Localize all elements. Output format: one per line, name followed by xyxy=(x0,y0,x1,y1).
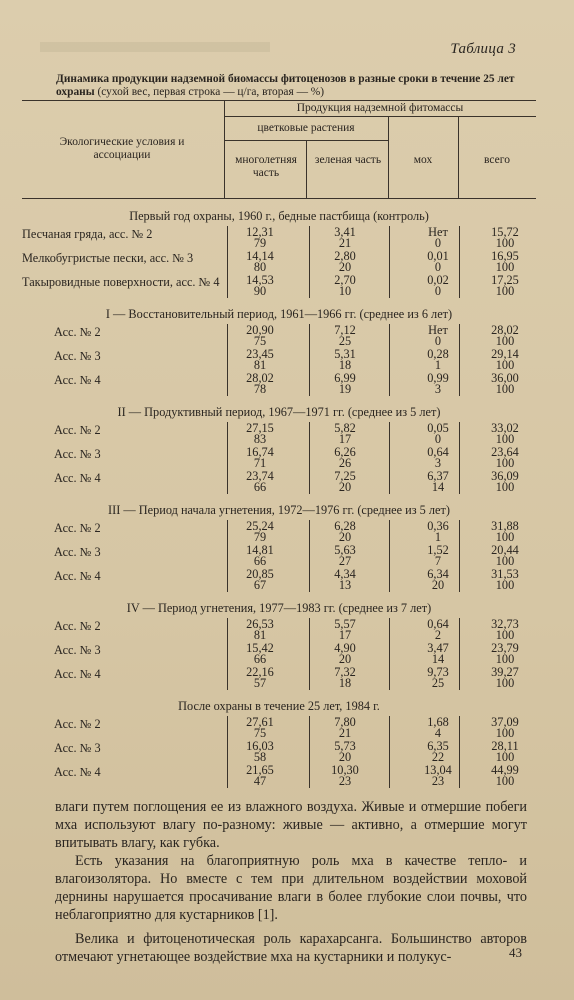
percent-cell: 0 xyxy=(434,432,442,446)
percent-cell: 10 xyxy=(338,284,352,298)
column-rule xyxy=(309,520,310,592)
value-cell: 23,74 xyxy=(246,469,274,483)
value-cell: 14,81 xyxy=(246,543,274,557)
column-rule xyxy=(227,324,228,396)
caption-title: Динамика продукции надземной биомассы фитоценозов в разные сроки в течение 25 лет охраны xyxy=(56,73,515,98)
section-title: II — Продуктивный период, 1967—1971 гг. (среднее из 5 лет) xyxy=(117,405,441,419)
percent-cell: 17 xyxy=(338,432,352,446)
header-top-rule xyxy=(22,100,536,101)
caption-note: (сухой вес, первая строка — ц/га, вторая — %) xyxy=(97,86,325,98)
column-rule xyxy=(459,226,460,298)
value-cell: 20,85 xyxy=(246,567,274,581)
percent-cell: 100 xyxy=(495,530,515,544)
header-perennial: многолетняя часть xyxy=(235,154,297,179)
percent-cell: 7 xyxy=(434,554,442,568)
percent-cell: 75 xyxy=(253,726,267,740)
percent-cell: 100 xyxy=(495,676,515,690)
percent-cell: 0 xyxy=(434,236,442,250)
percent-cell: 83 xyxy=(253,432,267,446)
value-cell: 23,45 xyxy=(246,347,274,361)
page-smudge xyxy=(40,42,270,52)
value-cell: 0,64 xyxy=(427,617,449,631)
value-cell: 10,30 xyxy=(331,763,359,777)
percent-cell: 20 xyxy=(338,652,352,666)
value-cell: 14,14 xyxy=(246,249,274,263)
percent-cell: 21 xyxy=(338,236,352,250)
value-cell: 0,64 xyxy=(427,445,449,459)
row-label: Асс. № 3 xyxy=(54,545,101,559)
value-cell: 27,15 xyxy=(246,421,274,435)
percent-cell: 18 xyxy=(338,358,352,372)
percent-cell: 25 xyxy=(338,334,352,348)
column-rule xyxy=(309,226,310,298)
table-section xyxy=(22,206,536,298)
percent-cell: 3 xyxy=(434,456,442,470)
value-cell: 9,73 xyxy=(427,665,449,679)
percent-cell: 100 xyxy=(495,382,515,396)
percent-cell: 18 xyxy=(338,676,352,690)
percent-cell: 100 xyxy=(495,480,515,494)
percent-cell: 100 xyxy=(495,578,515,592)
column-rule xyxy=(227,716,228,788)
percent-cell: 100 xyxy=(495,726,515,740)
body-text xyxy=(55,798,527,966)
header-production: Продукция надземной фитомассы xyxy=(296,102,464,114)
table-section xyxy=(22,304,536,396)
table-section xyxy=(22,402,536,494)
value-cell: 0,02 xyxy=(427,273,449,287)
value-cell: 14,53 xyxy=(246,273,274,287)
value-cell: 39,27 xyxy=(491,665,519,679)
section-title: IV — Период угнетения, 1977—1983 гг. (среднее из 7 лет) xyxy=(126,601,432,615)
percent-cell: 75 xyxy=(253,334,267,348)
row-label: Асс. № 2 xyxy=(54,619,101,633)
paragraph: Велика и фитоценотическая роль карахарсанга. Большинство авторов отмечают угнетающее воздействие мха на кустарники и полукус- xyxy=(55,931,527,965)
column-rule xyxy=(309,716,310,788)
column-rule xyxy=(309,324,310,396)
value-cell: 6,26 xyxy=(334,445,356,459)
percent-cell: 19 xyxy=(338,382,352,396)
header-moss: мох xyxy=(413,154,433,166)
column-rule xyxy=(389,422,390,494)
section-title: III — Период начала угнетения, 1972—1976 гг. (среднее из 5 лет) xyxy=(108,503,450,517)
value-cell: 36,09 xyxy=(491,469,519,483)
percent-cell: 20 xyxy=(338,530,352,544)
value-cell: 5,63 xyxy=(334,543,356,557)
percent-cell: 27 xyxy=(338,554,352,568)
row-label: Асс. № 3 xyxy=(54,741,101,755)
value-cell: Нет xyxy=(428,323,448,337)
value-cell: 6,35 xyxy=(427,739,449,753)
value-cell: 12,31 xyxy=(246,225,274,239)
value-cell: 16,95 xyxy=(491,249,519,263)
percent-cell: 57 xyxy=(253,676,267,690)
section-title: После охраны в течение 25 лет, 1984 г. xyxy=(178,699,380,713)
percent-cell: 4 xyxy=(434,726,442,740)
value-cell: 44,99 xyxy=(491,763,519,777)
value-cell: 6,34 xyxy=(427,567,449,581)
table-section xyxy=(22,598,536,690)
percent-cell: 71 xyxy=(253,456,267,470)
percent-cell: 66 xyxy=(253,480,267,494)
value-cell: 16,03 xyxy=(246,739,274,753)
percent-cell: 25 xyxy=(431,676,445,690)
header-green: зеленая часть xyxy=(314,154,382,166)
value-cell: 3,41 xyxy=(334,225,356,239)
percent-cell: 20 xyxy=(431,578,445,592)
percent-cell: 80 xyxy=(253,260,267,274)
percent-cell: 0 xyxy=(434,284,442,298)
value-cell: 25,24 xyxy=(246,519,274,533)
value-cell: 0,01 xyxy=(427,249,449,263)
percent-cell: 100 xyxy=(495,432,515,446)
percent-cell: 100 xyxy=(495,358,515,372)
row-label: Асс. № 4 xyxy=(54,471,101,485)
value-cell: 27,61 xyxy=(246,715,274,729)
value-cell: 7,12 xyxy=(334,323,356,337)
column-rule xyxy=(389,226,390,298)
column-rule xyxy=(227,422,228,494)
column-rule xyxy=(459,520,460,592)
page-number: 43 xyxy=(509,945,522,960)
value-cell: 5,82 xyxy=(334,421,356,435)
value-cell: 1,52 xyxy=(427,543,449,557)
value-cell: 1,68 xyxy=(427,715,449,729)
percent-cell: 2 xyxy=(434,628,442,642)
value-cell: 28,02 xyxy=(246,371,274,385)
percent-cell: 81 xyxy=(253,628,267,642)
row-label: Асс. № 2 xyxy=(54,717,101,731)
percent-cell: 47 xyxy=(253,774,267,788)
value-cell: 6,99 xyxy=(334,371,356,385)
value-cell: 0,28 xyxy=(427,347,449,361)
value-cell: 2,70 xyxy=(334,273,356,287)
row-label: Асс. № 2 xyxy=(54,423,101,437)
percent-cell: 1 xyxy=(434,358,442,372)
value-cell: 6,28 xyxy=(334,519,356,533)
percent-cell: 100 xyxy=(495,652,515,666)
value-cell: 33,02 xyxy=(491,421,519,435)
value-cell: 15,72 xyxy=(491,225,519,239)
percent-cell: 3 xyxy=(434,382,442,396)
table-header xyxy=(22,100,536,200)
column-rule xyxy=(309,422,310,494)
value-cell: 2,80 xyxy=(334,249,356,263)
value-cell: Нет xyxy=(428,225,448,239)
column-rule xyxy=(389,716,390,788)
row-label: Асс. № 4 xyxy=(54,765,101,779)
value-cell: 29,14 xyxy=(491,347,519,361)
column-rule xyxy=(389,520,390,592)
value-cell: 16,74 xyxy=(246,445,274,459)
table-section xyxy=(22,696,536,788)
percent-cell: 1 xyxy=(434,530,442,544)
row-label: Асс. № 4 xyxy=(54,569,101,583)
percent-cell: 81 xyxy=(253,358,267,372)
percent-cell: 100 xyxy=(495,554,515,568)
value-cell: 20,90 xyxy=(246,323,274,337)
column-rule xyxy=(389,324,390,396)
column-rule xyxy=(459,716,460,788)
value-cell: 7,25 xyxy=(334,469,356,483)
percent-cell: 26 xyxy=(338,456,352,470)
percent-cell: 21 xyxy=(338,726,352,740)
value-cell: 7,32 xyxy=(334,665,356,679)
value-cell: 3,47 xyxy=(427,641,449,655)
percent-cell: 100 xyxy=(495,774,515,788)
value-cell: 32,73 xyxy=(491,617,519,631)
table-caption xyxy=(56,73,526,99)
value-cell: 23,79 xyxy=(491,641,519,655)
value-cell: 23,64 xyxy=(491,445,519,459)
percent-cell: 0 xyxy=(434,260,442,274)
row-label: Асс. № 3 xyxy=(54,643,101,657)
value-cell: 4,34 xyxy=(334,567,356,581)
table-body xyxy=(22,200,536,788)
row-label: Мелкобугристые пески, асс. № 3 xyxy=(22,251,194,265)
header-conditions: Экологические условия и ассоциации xyxy=(59,136,185,161)
column-rule xyxy=(227,618,228,690)
value-cell: 28,02 xyxy=(491,323,519,337)
value-cell: 28,11 xyxy=(491,739,519,753)
column-rule xyxy=(459,422,460,494)
value-cell: 36,00 xyxy=(491,371,519,385)
percent-cell: 20 xyxy=(338,480,352,494)
percent-cell: 100 xyxy=(495,628,515,642)
value-cell: 0,05 xyxy=(427,421,449,435)
percent-cell: 100 xyxy=(495,750,515,764)
paragraph: Есть указания на благоприятную роль мха в качестве тепло- и влагоизолятора. Но вместе с тем при длительном воздействии моховой дернины нарушается просачивание влаги в более глубокие слои почвы, что неблагоприятно для кустарников [1]. xyxy=(55,853,527,923)
percent-cell: 100 xyxy=(495,456,515,470)
value-cell: 31,53 xyxy=(491,567,519,581)
paragraph: влаги путем поглощения ее из влажного воздуха. Живые и отмершие побеги мха используют влагу по-разному: живые — активно, а отмершие могут впитывать влагу, как губка. xyxy=(55,799,527,851)
row-label: Такыровидные поверхности, асс. № 4 xyxy=(22,275,220,289)
section-title: I — Восстановительный период, 1961—1966 гг. (среднее из 6 лет) xyxy=(105,307,453,321)
percent-cell: 78 xyxy=(253,382,267,396)
value-cell: 20,44 xyxy=(491,543,519,557)
percent-cell: 100 xyxy=(495,260,515,274)
row-label: Асс. № 2 xyxy=(54,521,101,535)
column-rule xyxy=(227,520,228,592)
column-rule xyxy=(227,226,228,298)
value-cell: 26,53 xyxy=(246,617,274,631)
value-cell: 37,09 xyxy=(491,715,519,729)
row-label: Асс. № 4 xyxy=(54,373,101,387)
column-rule xyxy=(309,618,310,690)
value-cell: 5,31 xyxy=(334,347,356,361)
header-bottom-rule xyxy=(22,198,536,199)
row-label: Песчаная гряда, асс. № 2 xyxy=(22,227,153,241)
value-cell: 5,57 xyxy=(334,617,356,631)
value-cell: 6,37 xyxy=(427,469,449,483)
percent-cell: 79 xyxy=(253,530,267,544)
value-cell: 21,65 xyxy=(246,763,274,777)
percent-cell: 17 xyxy=(338,628,352,642)
value-cell: 0,99 xyxy=(427,371,449,385)
value-cell: 15,42 xyxy=(246,641,274,655)
percent-cell: 14 xyxy=(431,652,445,666)
percent-cell: 90 xyxy=(253,284,267,298)
percent-cell: 100 xyxy=(495,334,515,348)
header-flowering: цветковые растения xyxy=(257,122,355,134)
value-cell: 7,80 xyxy=(334,715,356,729)
row-label: Асс. № 2 xyxy=(54,325,101,339)
value-cell: 17,25 xyxy=(491,273,519,287)
header-total: всего xyxy=(484,154,510,166)
section-title: Первый год охраны, 1960 г., бедные пастбища (контроль) xyxy=(129,209,429,223)
column-rule xyxy=(459,618,460,690)
percent-cell: 20 xyxy=(338,750,352,764)
percent-cell: 100 xyxy=(495,236,515,250)
percent-cell: 13 xyxy=(338,578,352,592)
column-rule xyxy=(389,618,390,690)
row-label: Асс. № 3 xyxy=(54,349,101,363)
table-section xyxy=(22,500,536,592)
percent-cell: 23 xyxy=(431,774,445,788)
column-rule xyxy=(459,324,460,396)
percent-cell: 22 xyxy=(431,750,445,764)
value-cell: 5,73 xyxy=(334,739,356,753)
value-cell: 4,90 xyxy=(334,641,356,655)
percent-cell: 66 xyxy=(253,652,267,666)
percent-cell: 79 xyxy=(253,236,267,250)
value-cell: 13,04 xyxy=(424,763,452,777)
row-label: Асс. № 4 xyxy=(54,667,101,681)
percent-cell: 0 xyxy=(434,334,442,348)
value-cell: 0,36 xyxy=(427,519,449,533)
percent-cell: 100 xyxy=(495,284,515,298)
value-cell: 31,88 xyxy=(491,519,519,533)
table-number: Таблица 3 xyxy=(450,41,516,57)
row-label: Асс. № 3 xyxy=(54,447,101,461)
value-cell: 22,16 xyxy=(246,665,274,679)
percent-cell: 58 xyxy=(253,750,267,764)
percent-cell: 67 xyxy=(253,578,267,592)
percent-cell: 14 xyxy=(431,480,445,494)
percent-cell: 23 xyxy=(338,774,352,788)
percent-cell: 66 xyxy=(253,554,267,568)
percent-cell: 20 xyxy=(338,260,352,274)
